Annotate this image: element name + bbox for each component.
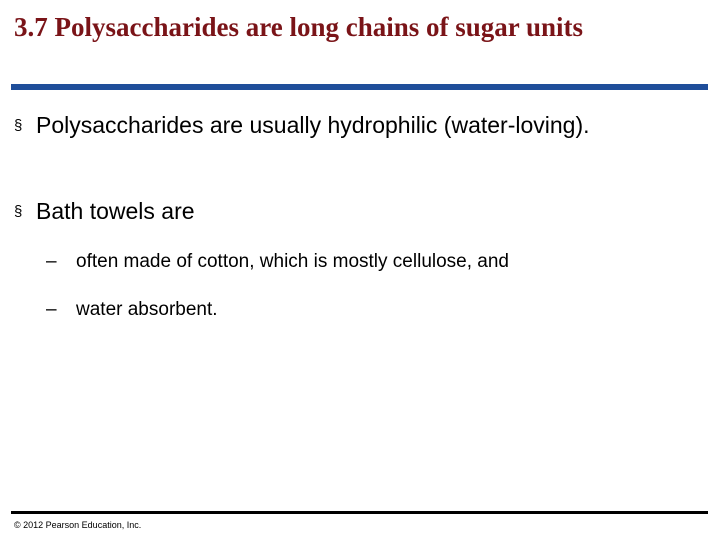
sub-bullet-item bbox=[46, 298, 218, 322]
dash-marker-icon: – bbox=[46, 299, 57, 320]
sub-bullet-text: water absorbent. bbox=[76, 299, 218, 320]
dash-marker-icon: – bbox=[46, 251, 57, 272]
bullet-text: Bath towels are bbox=[36, 198, 195, 224]
bullet-item bbox=[14, 110, 636, 140]
slide-title: 3.7 Polysaccharides are long chains of sugar units bbox=[14, 12, 584, 42]
bullet-item bbox=[14, 196, 636, 226]
footer-divider bbox=[11, 511, 708, 514]
title-divider bbox=[11, 84, 708, 90]
copyright-notice: © 2012 Pearson Education, Inc. bbox=[14, 520, 142, 530]
sub-bullet-item bbox=[46, 250, 509, 274]
sub-bullet-text: often made of cotton, which is mostly cellulose, and bbox=[76, 251, 510, 272]
bullet-marker-icon: § bbox=[14, 117, 23, 134]
bullet-marker-icon: § bbox=[14, 203, 23, 220]
bullet-text: Polysaccharides are usually hydrophilic (water-loving). bbox=[36, 112, 590, 138]
